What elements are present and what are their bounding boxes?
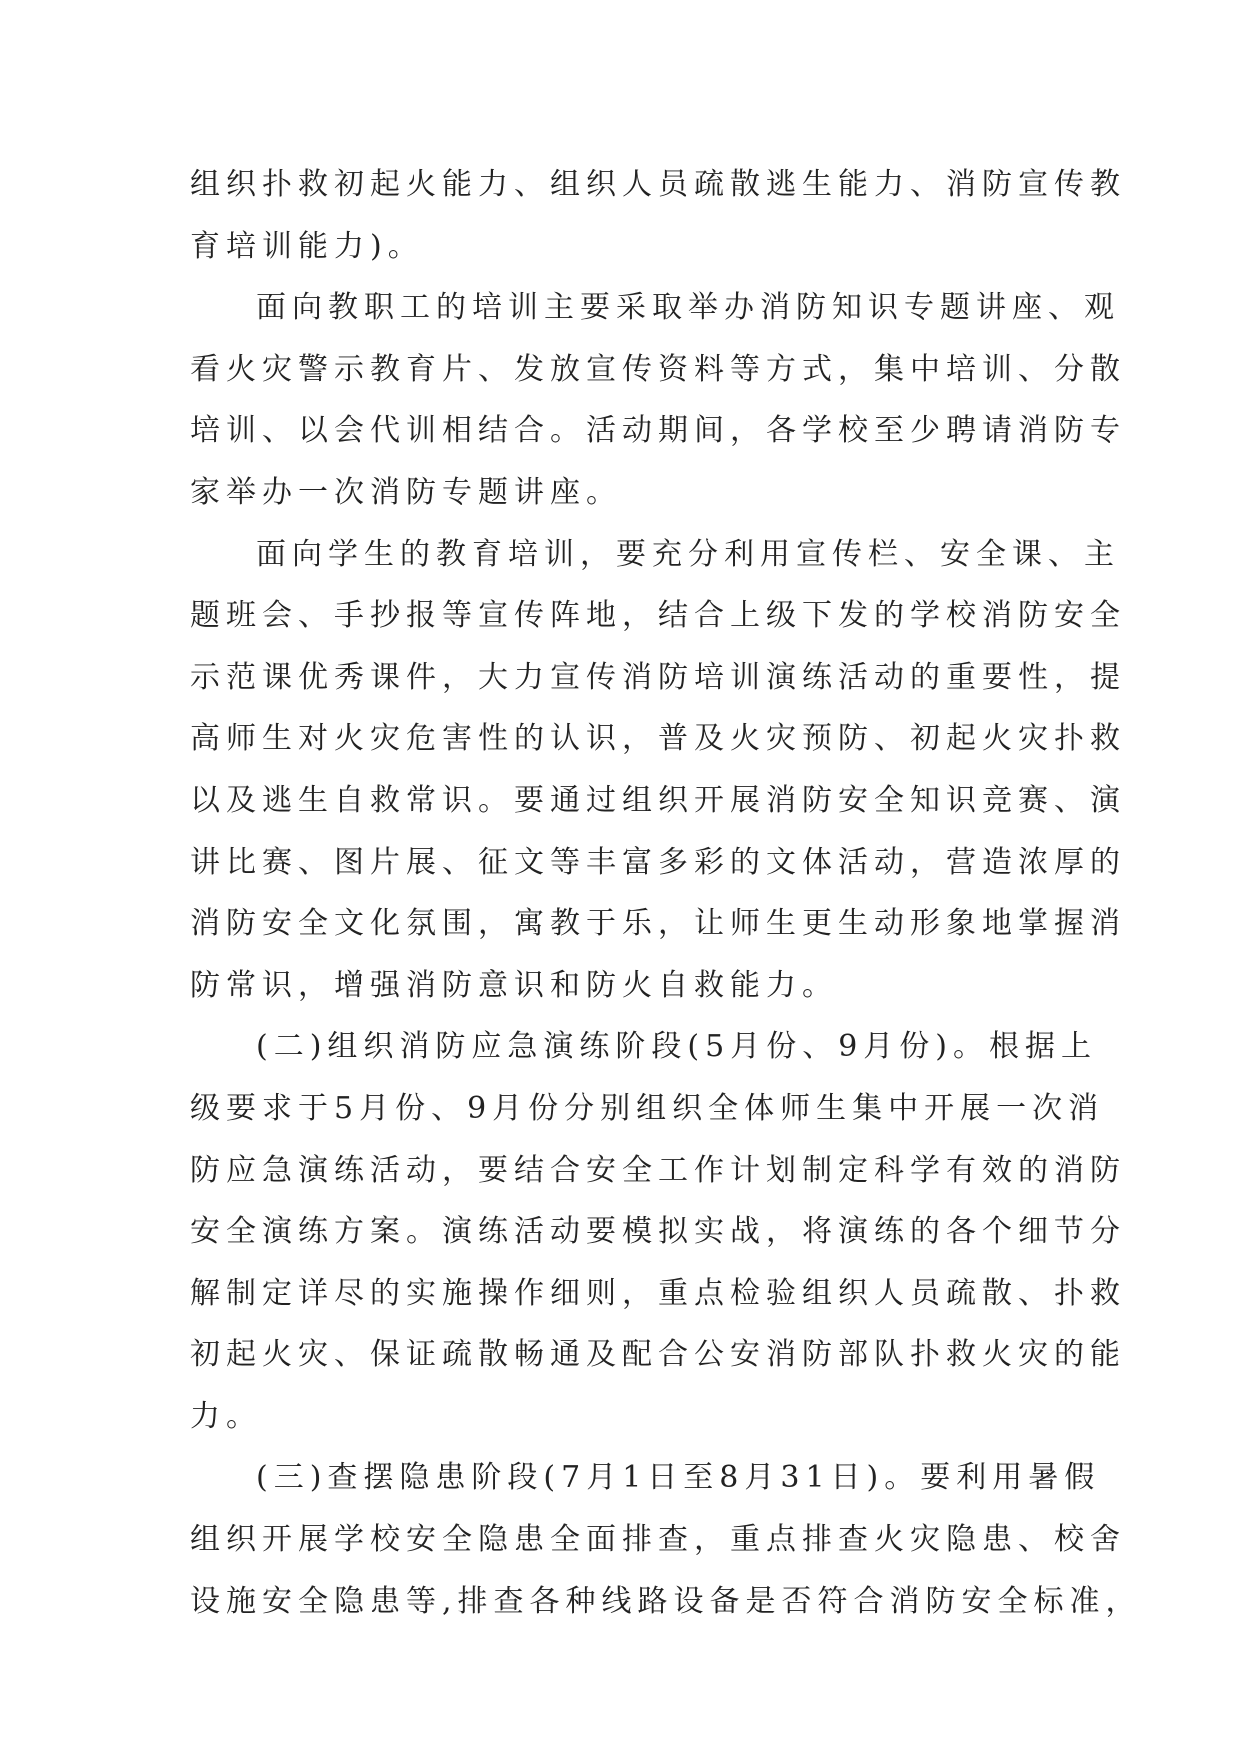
- text-line: 题班会、手抄报等宣传阵地，结合上级下发的学校消防安全: [190, 598, 1126, 634]
- text-line: 防常识，增强消防意识和防火自救能力。: [190, 967, 838, 1003]
- text-line: 组织开展学校安全隐患全面排查，重点排查火灾隐患、校舍: [190, 1522, 1126, 1558]
- text-line: 讲比赛、图片展、征文等丰富多彩的文体活动，营造浓厚的: [190, 844, 1126, 880]
- text-line: 以及逃生自救常识。要通过组织开展消防安全知识竞赛、演: [190, 782, 1126, 818]
- document-body: [190, 154, 1142, 1632]
- text-line: 示范课优秀课件，大力宣传消防培训演练活动的重要性，提: [190, 659, 1126, 695]
- text-line: 育培训能力)。: [190, 228, 424, 264]
- text-line: 初起火灾、保证疏散畅通及配合公安消防部队扑救火灾的能: [190, 1337, 1126, 1373]
- text-line: 高师生对火灾危害性的认识，普及火灾预防、初起火灾扑救: [190, 721, 1126, 757]
- text-line: 看火灾警示教育片、发放宣传资料等方式，集中培训、分散: [190, 351, 1126, 387]
- text-line: 设施安全隐患等,排查各种线路设备是否符合消防安全标准，: [190, 1583, 1142, 1619]
- paragraph-first-line: (二)组织消防应急演练阶段(5月份、9月份)。根据上: [256, 1029, 1097, 1065]
- text-line: 力。: [190, 1398, 262, 1434]
- text-line: 级要求于5月份、9月份分别组织全体师生集中开展一次消: [190, 1090, 1105, 1126]
- text-line: 解制定详尽的实施操作细则，重点检验组织人员疏散、扑救: [190, 1275, 1126, 1311]
- text-line: 防应急演练活动，要结合安全工作计划制定科学有效的消防: [190, 1152, 1126, 1188]
- text-line: 培训、以会代训相结合。活动期间，各学校至少聘请消防专: [190, 413, 1126, 449]
- text-line: 家举办一次消防专题讲座。: [190, 474, 622, 510]
- paragraph-first-line: 面向教职工的培训主要采取举办消防知识专题讲座、观: [256, 290, 1120, 326]
- paragraph-first-line: (三)查摆隐患阶段(7月1日至8月31日)。要利用暑假: [256, 1460, 1101, 1496]
- text-line: 安全演练方案。演练活动要模拟实战，将演练的各个细节分: [190, 1214, 1126, 1250]
- text-line: 组织扑救初起火能力、组织人员疏散逃生能力、消防宣传教: [190, 167, 1126, 202]
- text-line: 消防安全文化氛围，寓教于乐，让师生更生动形象地掌握消: [190, 906, 1126, 942]
- paragraph-first-line: 面向学生的教育培训，要充分利用宣传栏、安全课、主: [256, 536, 1120, 572]
